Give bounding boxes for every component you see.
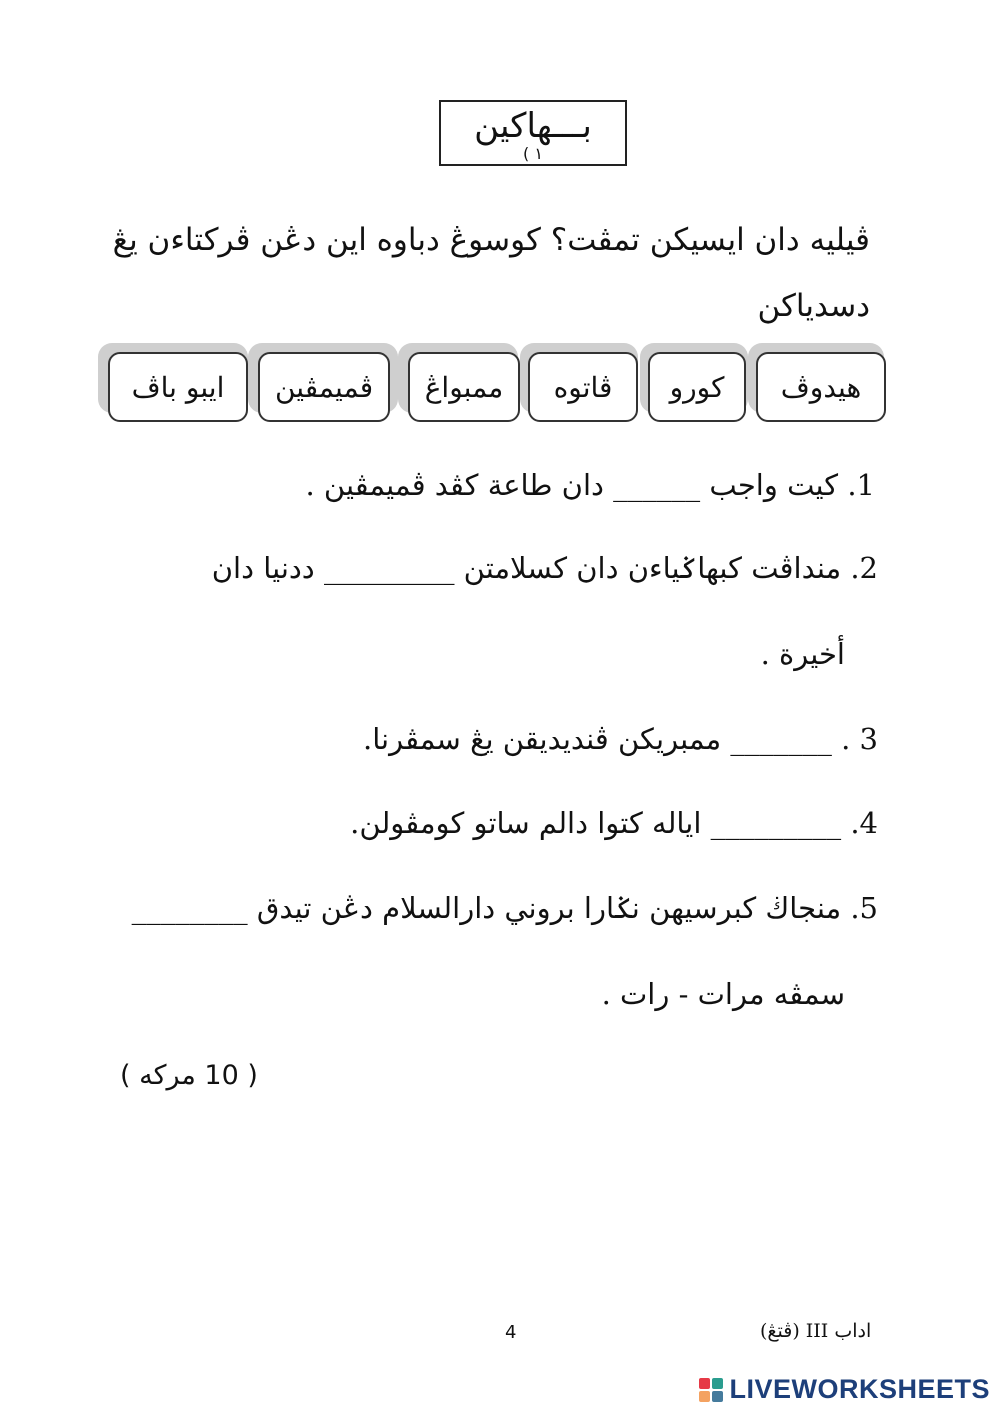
- word-tile-membuang[interactable]: ممبواڠ: [408, 352, 520, 422]
- word-tile-ibu-bapa[interactable]: ايبو باڤ: [108, 352, 248, 422]
- logo-cell: [699, 1391, 710, 1402]
- page-title: بـــهاكين: [474, 106, 592, 146]
- question-2-continuation: أخيرة .: [760, 637, 845, 671]
- liveworksheets-watermark: [699, 1374, 990, 1405]
- question-2: 2. منداڤت كبهاݢياءن دان كسلامتن _________ ددنيا دان: [211, 551, 878, 585]
- title-box: [439, 100, 627, 166]
- footer-label: اداب III (ڤتڠ): [760, 1320, 872, 1342]
- page-subtitle: ( ١: [523, 144, 543, 163]
- question-5: 5. منجاڬ كبرسيهن نݢارا بروني دارالسلام دڠن تيدق ________: [131, 891, 878, 925]
- watermark-text: LIVEWORKSHEETS: [729, 1374, 990, 1404]
- word-tile-hidup[interactable]: هيدوڤ: [756, 352, 886, 422]
- logo-cell: [712, 1378, 723, 1389]
- word-tile-guru[interactable]: کورو: [648, 352, 746, 422]
- instruction-line-2: دسدياکن: [757, 288, 870, 324]
- logo-cell: [712, 1391, 723, 1402]
- question-5-continuation: سمڤه مرات - رات .: [601, 977, 845, 1011]
- question-1: 1. كيت واجب ______ دان طاعة كڤد ڤميمڤين .: [305, 468, 875, 502]
- question-3: 3 . _______ ممبريكن ڤنديديقن يڠ سمڤرنا.: [362, 722, 878, 756]
- logo-cell: [699, 1378, 710, 1389]
- liveworksheets-logo-icon: [699, 1378, 723, 1402]
- marks-label: ( 10 مركه ): [120, 1060, 258, 1091]
- page-number: 4: [505, 1322, 517, 1343]
- question-4: 4. _________ اياله كتوا دالم ساتو كومڤولن.: [350, 806, 878, 840]
- word-tile-pemimpin[interactable]: ڤميمڤين: [258, 352, 390, 422]
- instruction-line-1: ڤيليه دان ايسيکن تمڤت؟ كوسوڠ دباوه اين دڠن ڤرکتاءن يڠ: [112, 222, 870, 258]
- word-tile-patuh[interactable]: ڤاتوه: [528, 352, 638, 422]
